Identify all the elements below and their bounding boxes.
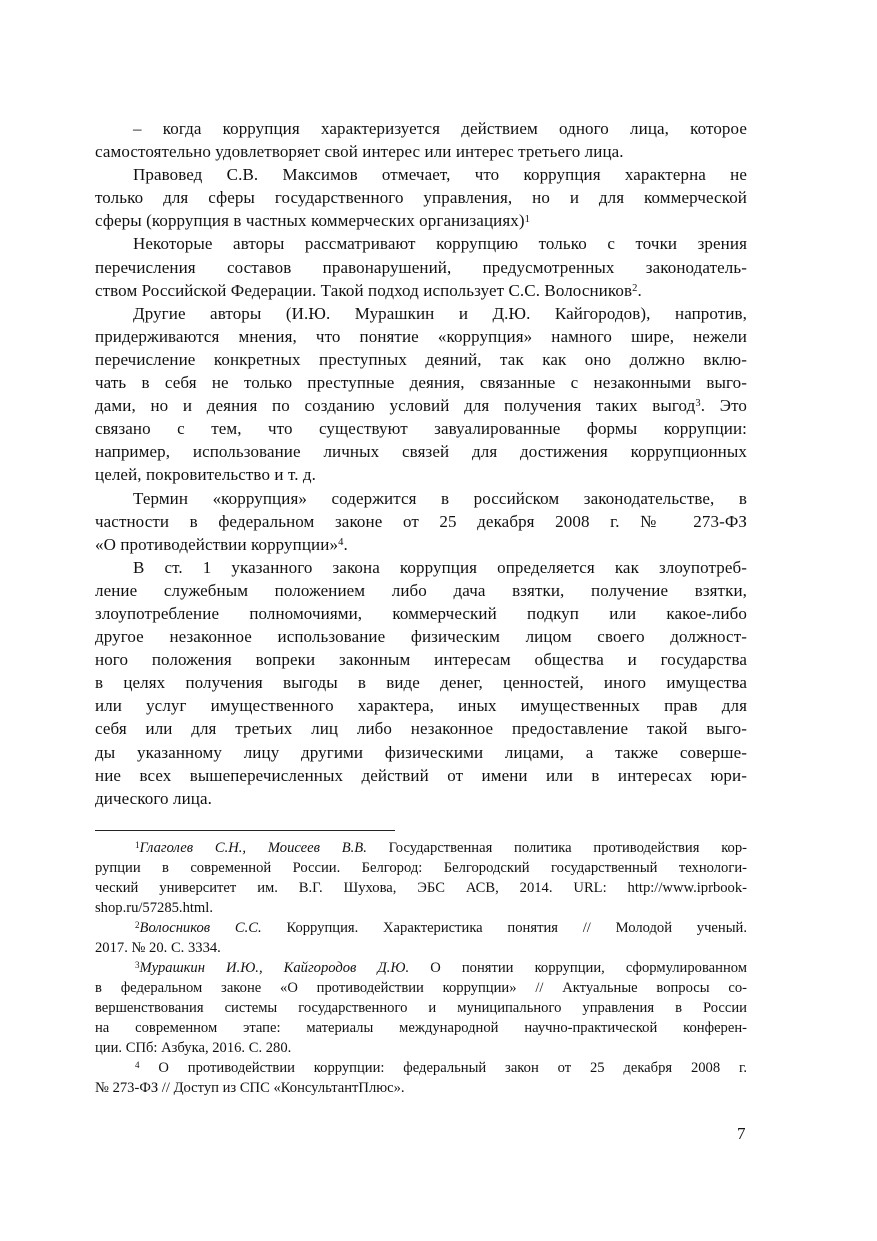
text-line — [95, 440, 747, 463]
footnote-number: 4 — [135, 1059, 140, 1070]
text-line — [95, 533, 747, 556]
paragraph — [95, 302, 747, 487]
line-text: самостоятельно удовлетворяет свой интерес или интерес третьего лица. — [95, 142, 624, 162]
body-text — [95, 117, 747, 810]
text-line — [95, 256, 747, 279]
text-line — [95, 209, 747, 232]
paragraph — [95, 556, 747, 810]
text-line — [95, 958, 747, 978]
text-line — [95, 371, 747, 394]
line-text: Некоторые авторы рассматривают коррупцию только с точки зрения — [133, 234, 747, 254]
text-line — [95, 1038, 747, 1058]
footnote-ref: 1 — [524, 213, 531, 225]
text-line — [95, 302, 747, 325]
text-line — [95, 787, 747, 810]
text-line — [95, 140, 747, 163]
line-text: ние всех вышеперечисленных действий от имени или в интересах юри- — [95, 765, 747, 785]
author-names: Мурашкин И.Ю., Кайгородов Д.Ю. — [139, 960, 410, 976]
line-text: Государственная политика противодействия кор- — [366, 840, 748, 856]
text-line — [95, 1058, 747, 1078]
text-line — [95, 648, 747, 671]
text-line — [95, 717, 747, 740]
footnote-ref: 4 — [338, 536, 344, 548]
footnote — [95, 918, 747, 958]
line-text: дами, но и деяния по созданию условий для получения таких выгод — [95, 396, 696, 416]
text-line — [95, 978, 747, 998]
line-text: перечисление конкретных преступных деяний, так как оно должно вклю- — [95, 349, 747, 369]
footnote-ref: 2 — [632, 282, 638, 294]
text-line — [95, 602, 747, 625]
text-line — [95, 232, 747, 255]
line-text: целей, покровительство и т. д. — [95, 465, 316, 485]
footnote-number: 1 — [135, 839, 140, 850]
line-text: в федеральном законе «О противодействии коррупции» // Актуальные вопросы со- — [95, 980, 747, 996]
paragraph — [95, 232, 747, 301]
line-text: № 273-ФЗ // Доступ из СПС «КонсультантПлюс». — [95, 1080, 405, 1096]
line-text: или услуг имущественного характера, иных имущественных прав для — [95, 696, 747, 716]
text-line — [95, 325, 747, 348]
text-line — [95, 998, 747, 1018]
line-text: ды указанному лицу другими физическими лицами, а также соверше- — [95, 742, 747, 762]
footnote-ref: 3 — [695, 398, 701, 410]
text-line — [95, 417, 747, 440]
text-line — [95, 741, 747, 764]
page-number: 7 — [737, 1124, 746, 1143]
author-names: Глаголев С.Н., Моисеев В.В. — [139, 840, 367, 856]
line-text: например, использование личных связей для достижения коррупционных — [95, 442, 747, 462]
line-text: придерживаются мнения, что понятие «коррупция» намного шире, нежели — [95, 326, 747, 346]
text-line — [95, 1078, 747, 1098]
footnote — [95, 1058, 747, 1098]
text-line — [95, 186, 747, 209]
line-text: только для сферы государственного управления, но и для коммерческой — [95, 188, 747, 208]
text-line — [95, 117, 747, 140]
paragraph — [95, 117, 747, 163]
line-text: другое незаконное использование физическим лицом своего должност- — [95, 627, 747, 647]
line-text: В ст. 1 указанного закона коррупция определяется как злоупотреб- — [133, 557, 747, 577]
line-text: ного положения вопреки законным интересам общества и государства — [95, 650, 747, 670]
text-line — [95, 918, 747, 938]
text-line — [95, 394, 747, 417]
footnote-number: 3 — [135, 959, 140, 970]
footnote — [95, 838, 747, 918]
line-text: О противодействии коррупции: федеральный закон от 25 декабря 2008 г. — [139, 1060, 747, 1076]
footnotes — [95, 838, 747, 1098]
line-text: себя или для третьих лиц либо незаконное предоставление такой выго- — [95, 719, 747, 739]
text-line — [95, 671, 747, 694]
text-line — [95, 898, 747, 918]
line-text: в целях получения выгоды в виде денег, ценностей, иного имущества — [95, 673, 747, 693]
text-line — [95, 556, 747, 579]
line-text: перечисления составов правонарушений, предусмотренных законодатель- — [95, 257, 747, 277]
text-line — [95, 487, 747, 510]
line-text: частности в федеральном законе от 25 декабря 2008 г. № 273-ФЗ — [95, 511, 747, 531]
text-line — [95, 1018, 747, 1038]
line-text: связано с тем, что существуют завуалированные формы коррупции: — [95, 419, 747, 439]
text-line — [95, 858, 747, 878]
line-text: О понятии коррупции, сформулированном — [409, 960, 748, 976]
line-text: «О противодействии коррупции» — [95, 534, 339, 554]
text-line — [95, 348, 747, 371]
line-text: 2017. № 20. С. 3334. — [95, 940, 221, 956]
line-text: чать в себя не только преступные деяния, связанные с незаконными выго- — [95, 373, 747, 393]
text-line — [95, 694, 747, 717]
line-text-after: . Это — [700, 396, 747, 416]
line-text-after: . — [343, 534, 348, 554]
line-text: ции. СПб: Азбука, 2016. С. 280. — [95, 1040, 292, 1056]
line-text: дического лица. — [95, 788, 212, 808]
line-text: ление служебным положением либо дача взятки, получение взятки, — [95, 580, 747, 600]
paragraph — [95, 487, 747, 556]
text-line — [95, 579, 747, 602]
line-text: ческий университет им. В.Г. Шухова, ЭБС АСВ, 2014. URL: http://www.iprbook- — [95, 880, 747, 896]
footnote — [95, 958, 747, 1058]
text-line — [95, 279, 747, 302]
paragraph — [95, 163, 747, 232]
line-text: – когда коррупция характеризуется действием одного лица, которое — [133, 119, 747, 138]
text-line — [95, 838, 747, 858]
text-line — [95, 938, 747, 958]
text-line — [95, 764, 747, 787]
line-text: Правовед С.В. Максимов отмечает, что коррупция характерна не — [133, 165, 747, 185]
line-text: shop.ru/57285.html. — [95, 900, 213, 916]
line-text: ством Российской Федерации. Такой подход использует С.С. Волосников — [95, 280, 633, 300]
author-names: Волосников С.С. — [139, 920, 262, 936]
line-text: сферы (коррупция в частных коммерческих организациях) — [95, 211, 525, 231]
text-line — [95, 510, 747, 533]
line-text: Коррупция. Характеристика понятия // Молодой ученый. — [261, 920, 747, 936]
text-line — [95, 463, 747, 486]
text-line — [95, 163, 747, 186]
line-text: на современном этапе: материалы международной научно-практической конферен- — [95, 1020, 747, 1036]
line-text: Другие авторы (И.Ю. Мурашкин и Д.Ю. Кайгородов), напротив, — [133, 303, 747, 323]
line-text: злоупотребление полномочиями, коммерческий подкуп или какое-либо — [95, 603, 747, 623]
line-text: рупции в современной России. Белгород: Белгородский государственный технологи- — [95, 860, 747, 876]
footnote-separator — [95, 830, 395, 831]
footnote-number: 2 — [135, 919, 140, 930]
line-text: Термин «коррупция» содержится в российском законодательстве, в — [133, 488, 747, 508]
text-line — [95, 625, 747, 648]
line-text-after: . — [637, 280, 642, 300]
line-text: вершенствования системы государственного и муниципального управления в России — [95, 1000, 747, 1016]
text-line — [95, 878, 747, 898]
